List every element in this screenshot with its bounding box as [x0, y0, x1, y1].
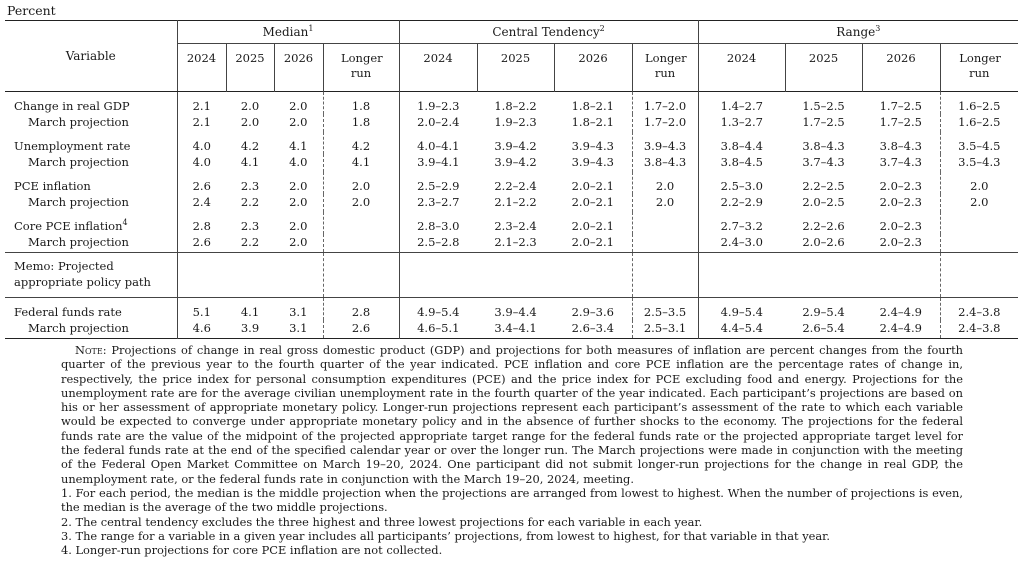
row-label: March projection: [28, 195, 129, 209]
table-cell: 2.9–5.4: [802, 305, 845, 319]
table-cell: 2.0: [240, 99, 260, 113]
table-cell: 3.9–4.4: [494, 305, 537, 319]
table-row: [5, 234, 1018, 253]
table-cell: [940, 234, 1018, 253]
table-cell: 1.7–2.0: [632, 92, 698, 115]
range-group-header: Range$^3$: [698, 21, 1018, 44]
table-cell: 2.2–2.9: [698, 194, 785, 212]
row-label: Change in real GDP: [14, 99, 130, 113]
table-cell: 2.9–3.6: [571, 305, 614, 319]
table-row: [5, 298, 1018, 321]
table-cell: [632, 212, 698, 234]
table-cell: 4.1: [240, 155, 260, 169]
unit-label: Percent: [7, 3, 56, 18]
table-cell: 2.6: [177, 234, 226, 253]
table-cell: 2.0–2.5: [802, 195, 845, 209]
footnote-marker: 4: [122, 218, 128, 227]
table-cell: 1.7–2.5: [879, 115, 922, 129]
table-cell: 3.1: [289, 305, 308, 319]
table-cell: 4.1: [323, 154, 399, 172]
table-cell: 2.4: [177, 194, 226, 212]
note-label: Note: [75, 343, 103, 357]
table-cell: 1.9–2.3: [399, 92, 477, 115]
central-tendency-group-header: Central Tendency$^2$: [399, 21, 698, 44]
table-cell: 2.1: [177, 114, 226, 132]
table-cell: 2.2: [240, 195, 260, 209]
table-cell: 2.0–2.1: [571, 219, 614, 233]
table-cell: 4.9–5.4: [399, 298, 477, 321]
table-cell: 2.0: [632, 194, 698, 212]
central-year-longer-run: Longer run: [632, 44, 698, 92]
median-year-2026: 2026: [274, 44, 323, 92]
table-cell: 3.5–4.5: [940, 132, 1018, 154]
table-cell: 4.1: [289, 139, 308, 153]
range-year-longer-run: Longer run: [940, 44, 1018, 92]
table-cell: 4.2: [240, 139, 260, 153]
table-cell: 3.1: [289, 321, 308, 335]
footnote-4: 4. Longer-run projections for core PCE inflation are not collected.: [61, 543, 443, 558]
footnote-2: 2. The central tendency excludes the three highest and three lowest projections for each variable in each year.: [61, 514, 703, 529]
table-row: [5, 154, 1018, 172]
table-cell: 3.9–4.1: [399, 154, 477, 172]
table-cell: 2.3–2.7: [399, 194, 477, 212]
median-year-2024: 2024: [177, 44, 226, 92]
table-cell: 3.8–4.3: [879, 139, 922, 153]
projections-table: [5, 20, 1018, 339]
median-year-longer-run: Longer run: [323, 44, 399, 92]
table-cell: [323, 212, 399, 234]
table-cell: 1.9–2.3: [494, 115, 537, 129]
footnote-1: 1. For each period, the median is the middle projection when the projections are arranged from lowest to highest. When the number of projections is even, the median is the average of the two middle projections.: [61, 485, 963, 515]
table-cell: [323, 234, 399, 253]
table-row: [5, 212, 1018, 234]
table-row: [5, 320, 1018, 339]
table-cell: 2.2–2.6: [802, 219, 845, 233]
table-cell: 2.0–2.1: [571, 195, 614, 209]
table-cell: 2.1–2.3: [494, 235, 537, 249]
table-cell: 2.6: [177, 172, 226, 194]
table-cell: 2.8: [323, 298, 399, 321]
table-cell: 2.2–2.5: [802, 179, 845, 193]
table-cell: 4.0: [289, 155, 308, 169]
table-cell: 4.0: [177, 132, 226, 154]
table-cell: 2.4–4.9: [879, 305, 922, 319]
table-cell: 4.1: [240, 305, 260, 319]
memo-label: Memo: Projected appropriate policy path: [5, 253, 177, 298]
central-year-2026: 2026: [554, 44, 632, 92]
table-cell: 4.6: [177, 320, 226, 339]
table-cell: 2.0: [289, 99, 308, 113]
table-cell: 3.9–4.2: [494, 139, 537, 153]
table-cell: 3.7–4.3: [802, 155, 845, 169]
table-row: [5, 92, 1018, 115]
table-cell: 4.0–4.1: [399, 132, 477, 154]
table-cell: 2.0: [940, 172, 1018, 194]
table-cell: 1.8: [323, 114, 399, 132]
table-cell: 2.0–2.4: [399, 114, 477, 132]
table-cell: 1.8: [323, 92, 399, 115]
table-cell: 2.6: [323, 320, 399, 339]
table-cell: 2.0–2.3: [879, 219, 922, 233]
table-cell: 2.0–2.6: [802, 235, 845, 249]
table-cell: 3.8–4.4: [698, 132, 785, 154]
table-cell: 2.0: [323, 172, 399, 194]
table-notes: [61, 343, 963, 557]
table-cell: 1.6–2.5: [940, 114, 1018, 132]
note-text: : Projections of change in real gross domestic product (GDP) and projections for both measures of inflation are percent changes from the fourth quarter of the previous year to the fourth quarter of the year indicated. PCE inflation and core PCE inflation are the percentage rates of change in, respectively, the price index for personal consumption expenditures (PCE) and the price index for PCE excluding food and energy. Projections for the unemployment rate are for the average civilian unemployment rate in the fourth quarter of the year indicated. Each participant’s projections are based on his or her assessment of appropriate monetary policy. Longer-run projections represent each participant’s assessment of the rate to which each variable would be expected to converge under appropriate monetary policy and in the absence of further shocks to the economy. The projections for the federal funds rate are the value of the midpoint of the projected appropriate target range for the federal funds rate or the projected appropriate target level for the federal funds rate at the end of the specified calendar year or over the longer run. The March projections were made in conjunction with the meeting of the Federal Open Market Committee on March 19–20, 2024. One participant did not submit longer-run projections for the change in real GDP, the unemployment rate, or the federal funds rate in conjunction with the March 19–20, 2024, meeting.: [61, 343, 963, 486]
table-cell: 3.8–4.5: [698, 154, 785, 172]
table-cell: 1.4–2.7: [698, 92, 785, 115]
row-label: March projection: [28, 115, 129, 129]
table-cell: 2.0–2.3: [879, 235, 922, 249]
range-year-2025: 2025: [785, 44, 862, 92]
table-cell: 2.0: [289, 115, 308, 129]
range-year-2026: 2026: [862, 44, 940, 92]
central-year-2024: 2024: [399, 44, 477, 92]
table-row: [5, 114, 1018, 132]
table-cell: 1.7–2.0: [632, 114, 698, 132]
table-cell: 2.3: [240, 179, 260, 193]
table-cell: 2.0: [323, 194, 399, 212]
table-cell: 2.6–3.4: [571, 321, 614, 335]
range-year-2024: 2024: [698, 44, 785, 92]
row-label: PCE inflation: [14, 179, 91, 193]
table-cell: 2.6–5.4: [802, 321, 845, 335]
table-row: [5, 132, 1018, 154]
table-cell: 2.3–2.4: [494, 219, 537, 233]
table-cell: 3.9–4.3: [571, 155, 614, 169]
table-cell: 2.2–2.4: [494, 179, 537, 193]
table-cell: 3.4–4.1: [494, 321, 537, 335]
table-cell: 2.0: [940, 194, 1018, 212]
note-paragraph: [61, 343, 963, 486]
table-cell: 2.4–3.0: [698, 234, 785, 253]
row-label: March projection: [28, 155, 129, 169]
table-cell: 1.8–2.1: [571, 99, 614, 113]
table-cell: 2.2: [240, 235, 260, 249]
table-cell: 1.8–2.2: [494, 99, 537, 113]
table-cell: 2.5–2.9: [399, 172, 477, 194]
row-label: Federal funds rate: [14, 305, 122, 319]
table-cell: 2.5–2.8: [399, 234, 477, 253]
table-cell: 4.2: [323, 132, 399, 154]
table-cell: 3.7–4.3: [879, 155, 922, 169]
table-cell: 2.0: [240, 115, 260, 129]
table-cell: 1.3–2.7: [698, 114, 785, 132]
table-cell: 2.0: [289, 179, 308, 193]
table-cell: 2.0: [289, 219, 308, 233]
table-cell: 4.0: [177, 154, 226, 172]
table-cell: 2.0: [632, 172, 698, 194]
table-cell: 3.8–4.3: [632, 154, 698, 172]
table-cell: 2.1–2.2: [494, 195, 537, 209]
table-row: [5, 172, 1018, 194]
table-cell: 3.5–4.3: [940, 154, 1018, 172]
table-cell: [940, 212, 1018, 234]
memo-row: [5, 253, 1018, 298]
table-cell: 2.0–2.1: [571, 179, 614, 193]
table-cell: 2.0: [289, 195, 308, 209]
table-cell: 2.1: [177, 92, 226, 115]
table-cell: 2.5–3.1: [632, 320, 698, 339]
table-cell: 3.9–4.3: [632, 132, 698, 154]
footnote-3: 3. The range for a variable in a given year includes all participants’ projections, from lowest to highest, for that variable in that year.: [61, 528, 830, 543]
table-cell: 2.3: [240, 219, 260, 233]
table-cell: 3.9: [240, 321, 260, 335]
table-cell: 2.7–3.2: [698, 212, 785, 234]
table-cell: 2.4–3.8: [940, 320, 1018, 339]
median-group-header: Median$^1$: [177, 21, 399, 44]
table-cell: 2.0–2.1: [571, 235, 614, 249]
table-cell: 3.9–4.3: [571, 139, 614, 153]
table-cell: 2.0: [289, 235, 308, 249]
table-cell: 2.4–3.8: [940, 298, 1018, 321]
table-cell: 1.7–2.5: [802, 115, 845, 129]
table-cell: 3.9–4.2: [494, 155, 537, 169]
row-label: March projection: [28, 235, 129, 249]
group-header-row: [5, 21, 1018, 44]
table-cell: 2.8–3.0: [399, 212, 477, 234]
row-label: March projection: [28, 321, 129, 335]
table-cell: 1.5–2.5: [802, 99, 845, 113]
table-cell: 4.4–5.4: [698, 320, 785, 339]
row-label: Unemployment rate: [14, 139, 131, 153]
table-cell: 4.6–5.1: [399, 320, 477, 339]
table-cell: 5.1: [177, 298, 226, 321]
table-cell: 1.6–2.5: [940, 92, 1018, 115]
table-cell: 2.5–3.5: [632, 298, 698, 321]
table-cell: 1.7–2.5: [879, 99, 922, 113]
table-cell: 2.0–2.3: [879, 179, 922, 193]
table-cell: 4.9–5.4: [698, 298, 785, 321]
table-cell: 2.5–3.0: [698, 172, 785, 194]
table-cell: 2.0–2.3: [879, 195, 922, 209]
table-cell: 2.4–4.9: [879, 321, 922, 335]
table-cell: [632, 234, 698, 253]
table-cell: 1.8–2.1: [571, 115, 614, 129]
median-year-2025: 2025: [226, 44, 274, 92]
table-row: [5, 194, 1018, 212]
table-cell: 2.8: [177, 212, 226, 234]
table-cell: 3.8–4.3: [802, 139, 845, 153]
row-label: Core PCE inflation$^4$: [14, 218, 128, 233]
central-year-2025: 2025: [477, 44, 554, 92]
variable-header: Variable: [5, 21, 177, 92]
